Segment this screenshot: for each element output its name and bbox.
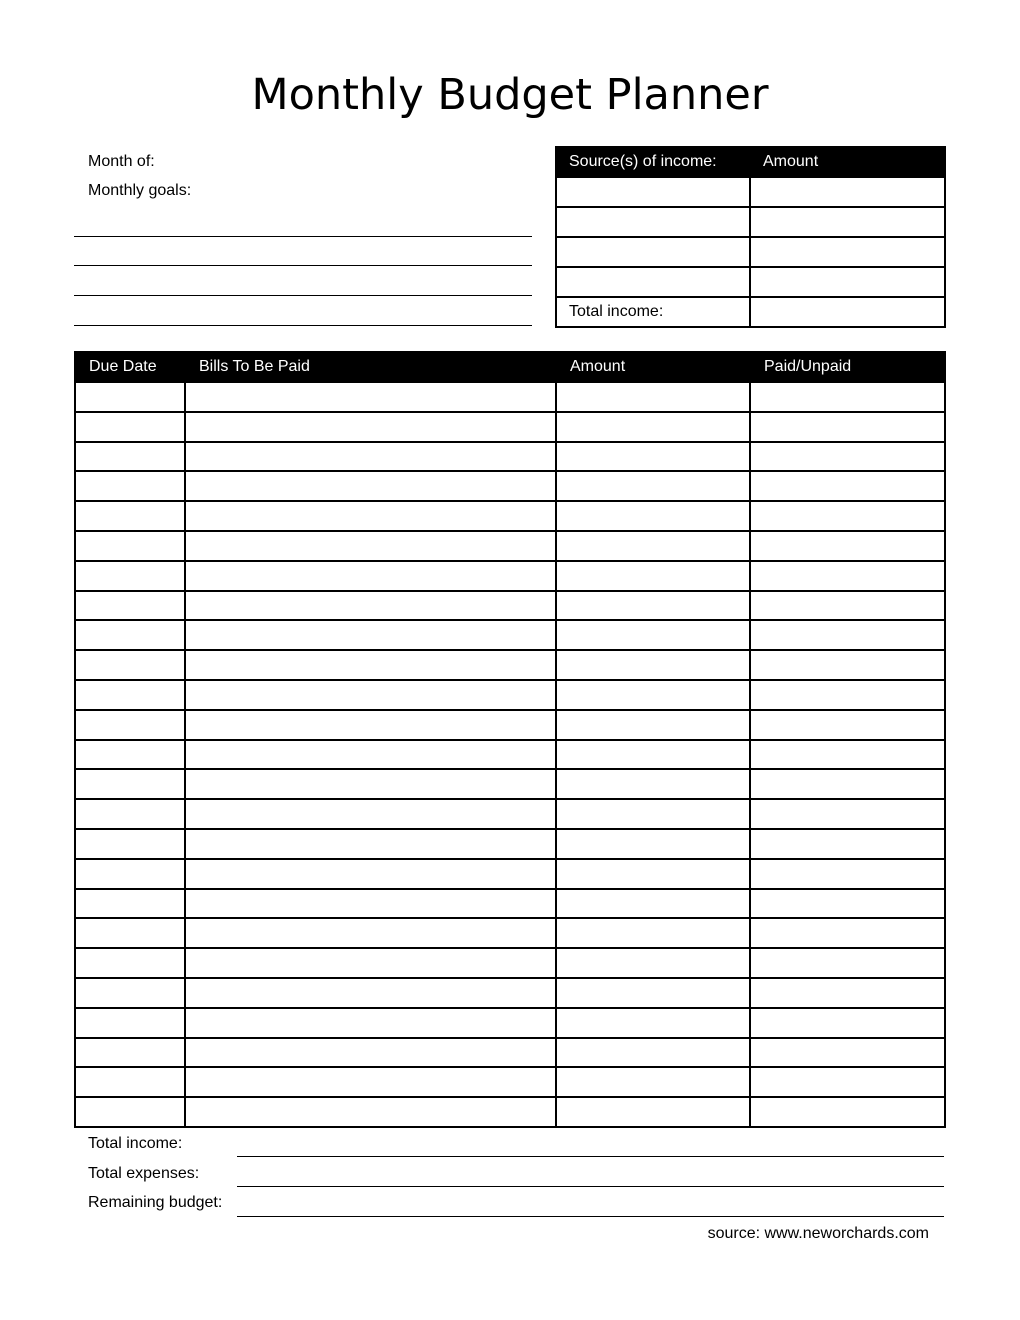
bill-cell[interactable]: [185, 1097, 556, 1127]
income-amount-header: Amount: [750, 147, 945, 177]
bill-cell[interactable]: [185, 799, 556, 829]
bill-row: [75, 442, 945, 472]
due-date-header: Due Date: [75, 352, 185, 382]
bill-cell[interactable]: [185, 948, 556, 978]
paid-unpaid-cell[interactable]: [750, 978, 945, 1008]
paid-unpaid-cell[interactable]: [750, 829, 945, 859]
goal-line[interactable]: [74, 295, 532, 296]
due-date-cell[interactable]: [75, 620, 185, 650]
paid-unpaid-cell[interactable]: [750, 501, 945, 531]
source-credit: source: www.neworchards.com: [707, 1225, 929, 1242]
bill-row: [75, 948, 945, 978]
paid-unpaid-cell[interactable]: [750, 591, 945, 621]
amount-cell[interactable]: [556, 1097, 750, 1127]
due-date-cell[interactable]: [75, 442, 185, 472]
summary-total-expenses-line[interactable]: [237, 1186, 944, 1187]
amount-cell[interactable]: [556, 740, 750, 770]
due-date-cell[interactable]: [75, 1097, 185, 1127]
paid-unpaid-cell[interactable]: [750, 1008, 945, 1038]
paid-unpaid-cell[interactable]: [750, 799, 945, 829]
bill-cell[interactable]: [185, 471, 556, 501]
due-date-cell[interactable]: [75, 650, 185, 680]
bill-row: [75, 650, 945, 680]
bill-row: [75, 799, 945, 829]
amount-cell[interactable]: [556, 829, 750, 859]
amount-cell[interactable]: [556, 442, 750, 472]
amount-cell[interactable]: [556, 412, 750, 442]
income-total-cell[interactable]: [750, 297, 945, 327]
paid-unpaid-cell[interactable]: [750, 531, 945, 561]
paid-unpaid-cell[interactable]: [750, 650, 945, 680]
income-row: [556, 237, 945, 267]
amount-header: Amount: [556, 352, 750, 382]
due-date-cell[interactable]: [75, 710, 185, 740]
amount-cell[interactable]: [556, 561, 750, 591]
amount-cell[interactable]: [556, 531, 750, 561]
income-header-row: [556, 147, 945, 177]
paid-unpaid-header: Paid/Unpaid: [750, 352, 945, 382]
goal-line[interactable]: [74, 325, 532, 326]
amount-cell[interactable]: [556, 859, 750, 889]
due-date-cell[interactable]: [75, 889, 185, 919]
paid-unpaid-cell[interactable]: [750, 412, 945, 442]
income-row: [556, 177, 945, 207]
income-amount-cell[interactable]: [750, 237, 945, 267]
due-date-cell[interactable]: [75, 531, 185, 561]
income-total-label: Total income:: [556, 297, 750, 327]
paid-unpaid-cell[interactable]: [750, 769, 945, 799]
summary-remaining-budget-label: Remaining budget:: [88, 1194, 223, 1211]
amount-cell[interactable]: [556, 650, 750, 680]
bill-cell[interactable]: [185, 382, 556, 412]
paid-unpaid-cell[interactable]: [750, 680, 945, 710]
paid-unpaid-cell[interactable]: [750, 442, 945, 472]
due-date-cell[interactable]: [75, 382, 185, 412]
due-date-cell[interactable]: [75, 769, 185, 799]
bill-row: [75, 829, 945, 859]
amount-cell[interactable]: [556, 889, 750, 919]
bill-cell[interactable]: [185, 442, 556, 472]
bill-row: [75, 1038, 945, 1068]
due-date-cell[interactable]: [75, 471, 185, 501]
bill-cell[interactable]: [185, 1038, 556, 1068]
bill-row: [75, 769, 945, 799]
bill-cell[interactable]: [185, 650, 556, 680]
bills-header-row: [75, 352, 945, 382]
amount-cell[interactable]: [556, 501, 750, 531]
bill-row: [75, 471, 945, 501]
due-date-cell[interactable]: [75, 829, 185, 859]
amount-cell[interactable]: [556, 978, 750, 1008]
due-date-cell[interactable]: [75, 680, 185, 710]
bill-cell[interactable]: [185, 978, 556, 1008]
bill-row: [75, 978, 945, 1008]
summary-total-expenses-label: Total expenses:: [88, 1165, 200, 1182]
due-date-cell[interactable]: [75, 501, 185, 531]
income-source-header: Source(s) of income:: [556, 147, 750, 177]
summary-remaining-budget-line[interactable]: [237, 1216, 944, 1217]
bill-row: [75, 740, 945, 770]
bill-row: [75, 591, 945, 621]
income-source-cell[interactable]: [556, 177, 750, 207]
paid-unpaid-cell[interactable]: [750, 710, 945, 740]
paid-unpaid-cell[interactable]: [750, 918, 945, 948]
bill-row: [75, 889, 945, 919]
bill-cell[interactable]: [185, 1008, 556, 1038]
bill-row: [75, 859, 945, 889]
bill-cell[interactable]: [185, 1067, 556, 1097]
bill-cell[interactable]: [185, 561, 556, 591]
amount-cell[interactable]: [556, 1038, 750, 1068]
goal-line[interactable]: [74, 265, 532, 266]
due-date-cell[interactable]: [75, 740, 185, 770]
paid-unpaid-cell[interactable]: [750, 889, 945, 919]
bill-row: [75, 620, 945, 650]
due-date-cell[interactable]: [75, 799, 185, 829]
goal-line[interactable]: [74, 236, 532, 237]
paid-unpaid-cell[interactable]: [750, 1067, 945, 1097]
monthly-goals-label: Monthly goals:: [88, 182, 192, 199]
bill-cell[interactable]: [185, 859, 556, 889]
summary-total-income-line[interactable]: [237, 1156, 944, 1157]
amount-cell[interactable]: [556, 710, 750, 740]
bill-cell[interactable]: [185, 501, 556, 531]
amount-cell[interactable]: [556, 769, 750, 799]
bills-table: [74, 351, 946, 1128]
bill-cell[interactable]: [185, 680, 556, 710]
bill-row: [75, 501, 945, 531]
income-amount-cell[interactable]: [750, 177, 945, 207]
amount-cell[interactable]: [556, 799, 750, 829]
paid-unpaid-cell[interactable]: [750, 948, 945, 978]
bill-cell[interactable]: [185, 710, 556, 740]
bill-cell[interactable]: [185, 829, 556, 859]
bill-row: [75, 382, 945, 412]
paid-unpaid-cell[interactable]: [750, 1038, 945, 1068]
bill-row: [75, 1008, 945, 1038]
bill-cell[interactable]: [185, 918, 556, 948]
bill-cell[interactable]: [185, 740, 556, 770]
summary-total-income-label: Total income:: [88, 1135, 183, 1152]
paid-unpaid-cell[interactable]: [750, 740, 945, 770]
bill-cell[interactable]: [185, 769, 556, 799]
due-date-cell[interactable]: [75, 1038, 185, 1068]
due-date-cell[interactable]: [75, 591, 185, 621]
paid-unpaid-cell[interactable]: [750, 620, 945, 650]
due-date-cell[interactable]: [75, 948, 185, 978]
amount-cell[interactable]: [556, 1067, 750, 1097]
income-source-cell[interactable]: [556, 267, 750, 297]
bill-row: [75, 1097, 945, 1127]
bill-row: [75, 531, 945, 561]
due-date-cell[interactable]: [75, 1008, 185, 1038]
due-date-cell[interactable]: [75, 1067, 185, 1097]
paid-unpaid-cell[interactable]: [750, 859, 945, 889]
income-row: [556, 267, 945, 297]
bill-row: [75, 710, 945, 740]
income-source-cell[interactable]: [556, 207, 750, 237]
amount-cell[interactable]: [556, 620, 750, 650]
bill-cell[interactable]: [185, 531, 556, 561]
bill-row: [75, 918, 945, 948]
bill-cell[interactable]: [185, 889, 556, 919]
amount-cell[interactable]: [556, 382, 750, 412]
paid-unpaid-cell[interactable]: [750, 561, 945, 591]
bill-cell[interactable]: [185, 591, 556, 621]
income-source-cell[interactable]: [556, 237, 750, 267]
bill-cell[interactable]: [185, 620, 556, 650]
bill-row: [75, 561, 945, 591]
bill-row: [75, 1067, 945, 1097]
bill-row: [75, 412, 945, 442]
bill-row: [75, 680, 945, 710]
amount-cell[interactable]: [556, 1008, 750, 1038]
income-table: [555, 146, 946, 328]
amount-cell[interactable]: [556, 918, 750, 948]
page-title: Monthly Budget Planner: [251, 70, 769, 120]
income-amount-cell[interactable]: [750, 267, 945, 297]
bills-body: [75, 382, 945, 1127]
bills-header: Bills To Be Paid: [185, 352, 556, 382]
income-amount-cell[interactable]: [750, 207, 945, 237]
bill-cell[interactable]: [185, 412, 556, 442]
month-of-label: Month of:: [88, 153, 155, 170]
paid-unpaid-cell[interactable]: [750, 1097, 945, 1127]
paid-unpaid-cell[interactable]: [750, 471, 945, 501]
due-date-cell[interactable]: [75, 561, 185, 591]
amount-cell[interactable]: [556, 948, 750, 978]
due-date-cell[interactable]: [75, 978, 185, 1008]
income-total-row: [556, 297, 945, 327]
paid-unpaid-cell[interactable]: [750, 382, 945, 412]
due-date-cell[interactable]: [75, 859, 185, 889]
due-date-cell[interactable]: [75, 918, 185, 948]
amount-cell[interactable]: [556, 680, 750, 710]
amount-cell[interactable]: [556, 591, 750, 621]
due-date-cell[interactable]: [75, 412, 185, 442]
income-row: [556, 207, 945, 237]
amount-cell[interactable]: [556, 471, 750, 501]
